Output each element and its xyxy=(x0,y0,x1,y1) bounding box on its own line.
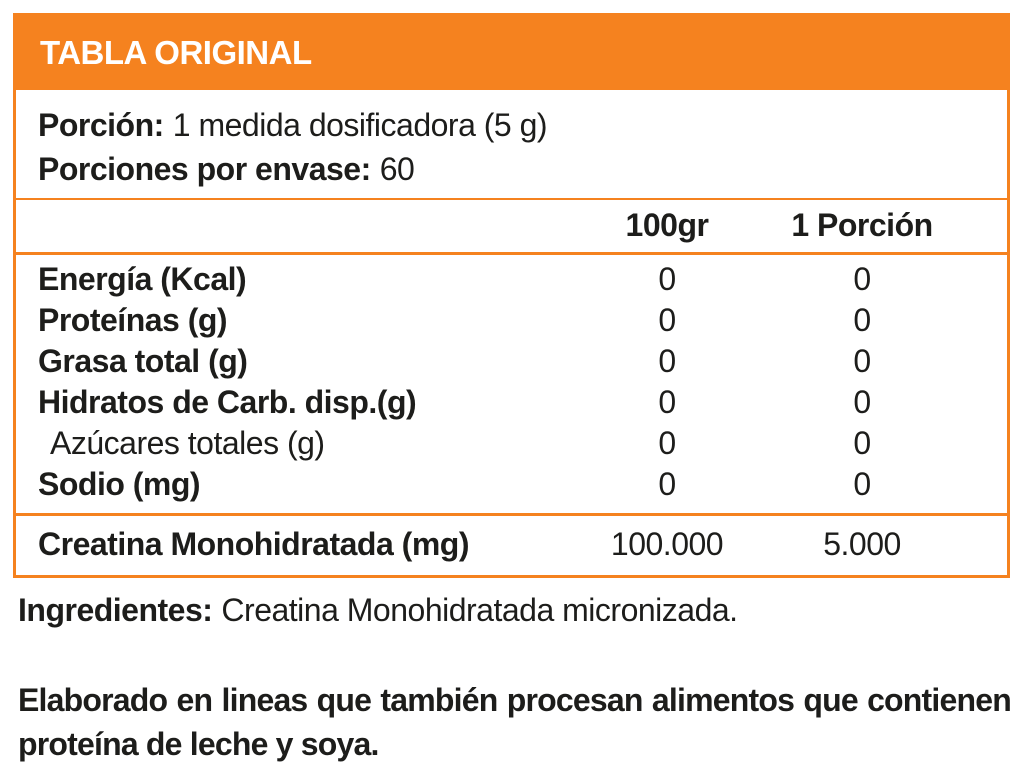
row-value-100g: 0 xyxy=(658,466,676,502)
row-value-100g: 0 xyxy=(658,343,676,379)
serving-info xyxy=(16,90,1007,198)
row-value-serving: 0 xyxy=(853,466,871,502)
ingredients-line xyxy=(18,590,1010,630)
serving-size-value: 1 medida dosificadora (5 g) xyxy=(172,107,548,143)
nutrition-facts-panel xyxy=(13,13,1010,578)
row-label: Azúcares totales (g) xyxy=(50,425,325,461)
table-title: TABLA ORIGINAL xyxy=(40,34,312,71)
table-row-creatina xyxy=(16,516,1007,575)
row-value-100g: 0 xyxy=(658,384,676,420)
row-label: Sodio (mg) xyxy=(38,466,201,502)
column-header-100g: 100gr xyxy=(625,207,709,243)
table-row-grasa-total xyxy=(16,341,1007,382)
allergen-notice: Elaborado en lineas que también procesan alimentos que contienen proteína de leche y soya. xyxy=(18,682,1011,762)
row-label: Grasa total (g) xyxy=(38,343,248,379)
row-value-serving: 0 xyxy=(853,425,871,461)
nutrient-rows xyxy=(16,255,1007,513)
table-row-energia xyxy=(16,259,1007,300)
table-row-proteinas xyxy=(16,300,1007,341)
row-label: Creatina Monohidratada (mg) xyxy=(38,526,469,562)
servings-per-container-value: 60 xyxy=(379,151,415,187)
table-row-sodio xyxy=(16,464,1007,505)
servings-per-container-label: Porciones por envase: xyxy=(38,151,371,187)
table-row-hidratos xyxy=(16,382,1007,423)
row-value-serving: 5.000 xyxy=(823,526,901,562)
row-value-serving: 0 xyxy=(853,261,871,297)
table-row-azucares xyxy=(16,423,1007,464)
row-value-100g: 0 xyxy=(658,302,676,338)
row-label: Energía (Kcal) xyxy=(38,261,247,297)
row-value-serving: 0 xyxy=(853,343,871,379)
serving-size-line xyxy=(38,103,985,147)
ingredients-label: Ingredientes: xyxy=(18,592,213,628)
ingredients-value: Creatina Monohidratada micronizada. xyxy=(221,592,738,628)
row-label: Proteínas (g) xyxy=(38,302,228,338)
column-header-serving: 1 Porción xyxy=(791,207,933,243)
serving-size-label: Porción: xyxy=(38,107,164,143)
row-value-100g: 100.000 xyxy=(610,526,724,562)
row-value-serving: 0 xyxy=(853,384,871,420)
row-label: Hidratos de Carb. disp.(g) xyxy=(38,384,417,420)
row-value-100g: 0 xyxy=(658,425,676,461)
servings-per-container-line xyxy=(38,147,985,191)
row-value-serving: 0 xyxy=(853,302,871,338)
row-value-100g: 0 xyxy=(658,261,676,297)
column-header-row xyxy=(16,200,1007,252)
table-header-bar xyxy=(16,16,1007,90)
